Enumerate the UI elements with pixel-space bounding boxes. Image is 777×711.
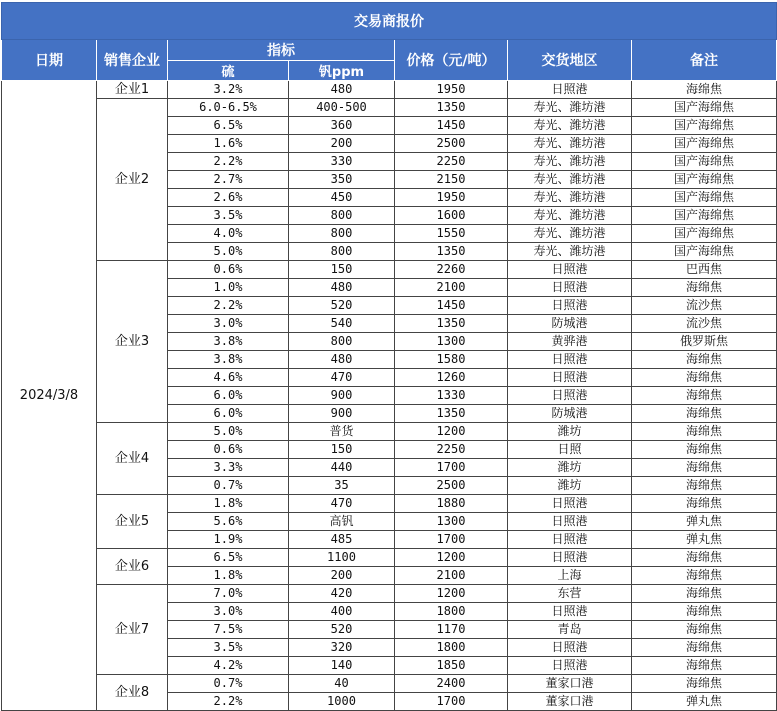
price-table bbox=[1, 2, 777, 711]
vanadium-cell: 470 bbox=[289, 495, 395, 513]
vanadium-cell: 450 bbox=[289, 189, 395, 207]
header-indicator: 指标 bbox=[168, 40, 395, 61]
sulfur-cell: 1.0% bbox=[168, 279, 289, 297]
note-cell: 弹丸焦 bbox=[632, 531, 777, 549]
sulfur-cell: 1.8% bbox=[168, 567, 289, 585]
table-row bbox=[2, 495, 777, 513]
vanadium-cell: 150 bbox=[289, 261, 395, 279]
sulfur-cell: 1.8% bbox=[168, 495, 289, 513]
note-cell: 国产海绵焦 bbox=[632, 99, 777, 117]
sulfur-cell: 6.5% bbox=[168, 117, 289, 135]
note-cell: 海绵焦 bbox=[632, 351, 777, 369]
delivery-cell: 寿光、潍坊港 bbox=[508, 225, 632, 243]
sulfur-cell: 5.0% bbox=[168, 423, 289, 441]
note-cell: 海绵焦 bbox=[632, 549, 777, 567]
sulfur-cell: 4.6% bbox=[168, 369, 289, 387]
vanadium-cell: 800 bbox=[289, 243, 395, 261]
delivery-cell: 日照港 bbox=[508, 657, 632, 675]
sulfur-cell: 2.2% bbox=[168, 693, 289, 711]
vanadium-cell: 800 bbox=[289, 333, 395, 351]
delivery-cell: 日照港 bbox=[508, 261, 632, 279]
delivery-cell: 日照 bbox=[508, 441, 632, 459]
delivery-cell: 上海 bbox=[508, 567, 632, 585]
vanadium-cell: 900 bbox=[289, 387, 395, 405]
vanadium-cell: 140 bbox=[289, 657, 395, 675]
vanadium-cell: 40 bbox=[289, 675, 395, 693]
delivery-cell: 寿光、潍坊港 bbox=[508, 243, 632, 261]
note-cell: 海绵焦 bbox=[632, 477, 777, 495]
price-cell: 1350 bbox=[395, 243, 508, 261]
price-cell: 1300 bbox=[395, 333, 508, 351]
delivery-cell: 寿光、潍坊港 bbox=[508, 99, 632, 117]
note-cell: 流沙焦 bbox=[632, 297, 777, 315]
sulfur-cell: 5.6% bbox=[168, 513, 289, 531]
delivery-cell: 防城港 bbox=[508, 315, 632, 333]
sulfur-cell: 2.7% bbox=[168, 171, 289, 189]
table-row bbox=[2, 261, 777, 279]
sulfur-cell: 3.8% bbox=[168, 351, 289, 369]
sulfur-cell: 6.5% bbox=[168, 549, 289, 567]
delivery-cell: 寿光、潍坊港 bbox=[508, 207, 632, 225]
note-cell: 海绵焦 bbox=[632, 423, 777, 441]
note-cell: 海绵焦 bbox=[632, 81, 777, 99]
delivery-cell: 日照港 bbox=[508, 351, 632, 369]
price-cell: 2100 bbox=[395, 279, 508, 297]
vanadium-cell: 400-500 bbox=[289, 99, 395, 117]
price-cell: 1580 bbox=[395, 351, 508, 369]
note-cell: 海绵焦 bbox=[632, 657, 777, 675]
price-cell: 1850 bbox=[395, 657, 508, 675]
table-row bbox=[2, 81, 777, 99]
delivery-cell: 黄骅港 bbox=[508, 333, 632, 351]
price-cell: 1950 bbox=[395, 81, 508, 99]
price-cell: 2500 bbox=[395, 135, 508, 153]
price-cell: 1200 bbox=[395, 585, 508, 603]
sulfur-cell: 2.6% bbox=[168, 189, 289, 207]
table-row bbox=[2, 675, 777, 693]
vanadium-cell: 35 bbox=[289, 477, 395, 495]
vanadium-cell: 470 bbox=[289, 369, 395, 387]
header-date: 日期 bbox=[2, 40, 97, 81]
delivery-cell: 东营 bbox=[508, 585, 632, 603]
sulfur-cell: 4.2% bbox=[168, 657, 289, 675]
note-cell: 海绵焦 bbox=[632, 567, 777, 585]
note-cell: 海绵焦 bbox=[632, 495, 777, 513]
price-cell: 2250 bbox=[395, 441, 508, 459]
delivery-cell: 日照港 bbox=[508, 513, 632, 531]
price-cell: 2500 bbox=[395, 477, 508, 495]
price-cell: 1700 bbox=[395, 693, 508, 711]
delivery-cell: 日照港 bbox=[508, 387, 632, 405]
delivery-cell: 潍坊 bbox=[508, 477, 632, 495]
enterprise-cell: 企业8 bbox=[97, 675, 168, 711]
price-cell: 1880 bbox=[395, 495, 508, 513]
sulfur-cell: 0.7% bbox=[168, 477, 289, 495]
header-vanadium: 钒ppm bbox=[289, 61, 395, 81]
delivery-cell: 日照港 bbox=[508, 297, 632, 315]
vanadium-cell: 480 bbox=[289, 81, 395, 99]
table-title: 交易商报价 bbox=[2, 3, 777, 40]
price-cell: 1700 bbox=[395, 459, 508, 477]
vanadium-cell: 540 bbox=[289, 315, 395, 333]
table-row bbox=[2, 99, 777, 117]
delivery-cell: 日照港 bbox=[508, 369, 632, 387]
note-cell: 海绵焦 bbox=[632, 603, 777, 621]
sulfur-cell: 3.0% bbox=[168, 315, 289, 333]
note-cell: 弹丸焦 bbox=[632, 693, 777, 711]
delivery-cell: 寿光、潍坊港 bbox=[508, 135, 632, 153]
sulfur-cell: 3.5% bbox=[168, 207, 289, 225]
delivery-cell: 防城港 bbox=[508, 405, 632, 423]
vanadium-cell: 150 bbox=[289, 441, 395, 459]
note-cell: 海绵焦 bbox=[632, 441, 777, 459]
sulfur-cell: 6.0-6.5% bbox=[168, 99, 289, 117]
delivery-cell: 董家口港 bbox=[508, 675, 632, 693]
table-row bbox=[2, 549, 777, 567]
vanadium-cell: 800 bbox=[289, 225, 395, 243]
price-cell: 1450 bbox=[395, 297, 508, 315]
sulfur-cell: 5.0% bbox=[168, 243, 289, 261]
header-sulfur: 硫 bbox=[168, 61, 289, 81]
note-cell: 海绵焦 bbox=[632, 621, 777, 639]
vanadium-cell: 480 bbox=[289, 351, 395, 369]
sulfur-cell: 4.0% bbox=[168, 225, 289, 243]
vanadium-cell: 330 bbox=[289, 153, 395, 171]
delivery-cell: 日照港 bbox=[508, 639, 632, 657]
header-enterprise: 销售企业 bbox=[97, 40, 168, 81]
sulfur-cell: 1.9% bbox=[168, 531, 289, 549]
vanadium-cell: 400 bbox=[289, 603, 395, 621]
price-cell: 1330 bbox=[395, 387, 508, 405]
table-row bbox=[2, 585, 777, 603]
sulfur-cell: 3.0% bbox=[168, 603, 289, 621]
enterprise-cell: 企业6 bbox=[97, 549, 168, 585]
delivery-cell: 青岛 bbox=[508, 621, 632, 639]
note-cell: 海绵焦 bbox=[632, 405, 777, 423]
sulfur-cell: 3.2% bbox=[168, 81, 289, 99]
vanadium-cell: 360 bbox=[289, 117, 395, 135]
vanadium-cell: 200 bbox=[289, 135, 395, 153]
note-cell: 海绵焦 bbox=[632, 459, 777, 477]
price-cell: 1260 bbox=[395, 369, 508, 387]
sulfur-cell: 7.5% bbox=[168, 621, 289, 639]
note-cell: 弹丸焦 bbox=[632, 513, 777, 531]
header-price: 价格（元/吨） bbox=[395, 40, 508, 81]
price-cell: 1200 bbox=[395, 423, 508, 441]
sulfur-cell: 2.2% bbox=[168, 297, 289, 315]
note-cell: 国产海绵焦 bbox=[632, 171, 777, 189]
note-cell: 流沙焦 bbox=[632, 315, 777, 333]
enterprise-cell: 企业5 bbox=[97, 495, 168, 549]
price-cell: 1300 bbox=[395, 513, 508, 531]
delivery-cell: 潍坊 bbox=[508, 423, 632, 441]
vanadium-cell: 高钒 bbox=[289, 513, 395, 531]
price-cell: 2150 bbox=[395, 171, 508, 189]
price-cell: 1350 bbox=[395, 99, 508, 117]
sulfur-cell: 0.7% bbox=[168, 675, 289, 693]
sulfur-cell: 7.0% bbox=[168, 585, 289, 603]
delivery-cell: 潍坊 bbox=[508, 459, 632, 477]
table-row bbox=[2, 423, 777, 441]
delivery-cell: 日照港 bbox=[508, 603, 632, 621]
delivery-cell: 寿光、潍坊港 bbox=[508, 153, 632, 171]
vanadium-cell: 1100 bbox=[289, 549, 395, 567]
price-cell: 2250 bbox=[395, 153, 508, 171]
note-cell: 海绵焦 bbox=[632, 639, 777, 657]
price-cell: 2400 bbox=[395, 675, 508, 693]
note-cell: 国产海绵焦 bbox=[632, 207, 777, 225]
date-cell: 2024/3/8 bbox=[2, 81, 97, 711]
note-cell: 国产海绵焦 bbox=[632, 135, 777, 153]
note-cell: 国产海绵焦 bbox=[632, 243, 777, 261]
sulfur-cell: 2.2% bbox=[168, 153, 289, 171]
delivery-cell: 寿光、潍坊港 bbox=[508, 171, 632, 189]
price-cell: 2260 bbox=[395, 261, 508, 279]
table-body bbox=[2, 81, 777, 711]
note-cell: 国产海绵焦 bbox=[632, 225, 777, 243]
price-cell: 1950 bbox=[395, 189, 508, 207]
sulfur-cell: 6.0% bbox=[168, 387, 289, 405]
delivery-cell: 寿光、潍坊港 bbox=[508, 117, 632, 135]
vanadium-cell: 480 bbox=[289, 279, 395, 297]
price-cell: 1350 bbox=[395, 405, 508, 423]
vanadium-cell: 420 bbox=[289, 585, 395, 603]
price-cell: 1600 bbox=[395, 207, 508, 225]
header-delivery: 交货地区 bbox=[508, 40, 632, 81]
note-cell: 海绵焦 bbox=[632, 675, 777, 693]
price-cell: 1170 bbox=[395, 621, 508, 639]
sulfur-cell: 1.6% bbox=[168, 135, 289, 153]
note-cell: 国产海绵焦 bbox=[632, 153, 777, 171]
sulfur-cell: 3.3% bbox=[168, 459, 289, 477]
price-cell: 1450 bbox=[395, 117, 508, 135]
enterprise-cell: 企业7 bbox=[97, 585, 168, 675]
note-cell: 俄罗斯焦 bbox=[632, 333, 777, 351]
note-cell: 国产海绵焦 bbox=[632, 189, 777, 207]
delivery-cell: 日照港 bbox=[508, 81, 632, 99]
delivery-cell: 日照港 bbox=[508, 549, 632, 567]
note-cell: 海绵焦 bbox=[632, 279, 777, 297]
note-cell: 海绵焦 bbox=[632, 387, 777, 405]
delivery-cell: 日照港 bbox=[508, 279, 632, 297]
price-cell: 2100 bbox=[395, 567, 508, 585]
vanadium-cell: 440 bbox=[289, 459, 395, 477]
vanadium-cell: 800 bbox=[289, 207, 395, 225]
vanadium-cell: 普货 bbox=[289, 423, 395, 441]
note-cell: 巴西焦 bbox=[632, 261, 777, 279]
sulfur-cell: 3.8% bbox=[168, 333, 289, 351]
price-cell: 1700 bbox=[395, 531, 508, 549]
vanadium-cell: 900 bbox=[289, 405, 395, 423]
sulfur-cell: 6.0% bbox=[168, 405, 289, 423]
delivery-cell: 日照港 bbox=[508, 495, 632, 513]
delivery-cell: 董家口港 bbox=[508, 693, 632, 711]
price-cell: 1800 bbox=[395, 603, 508, 621]
enterprise-cell: 企业2 bbox=[97, 99, 168, 261]
vanadium-cell: 520 bbox=[289, 297, 395, 315]
sulfur-cell: 3.5% bbox=[168, 639, 289, 657]
price-cell: 1200 bbox=[395, 549, 508, 567]
enterprise-cell: 企业4 bbox=[97, 423, 168, 495]
price-cell: 1350 bbox=[395, 315, 508, 333]
vanadium-cell: 350 bbox=[289, 171, 395, 189]
enterprise-cell: 企业1 bbox=[97, 81, 168, 99]
vanadium-cell: 200 bbox=[289, 567, 395, 585]
delivery-cell: 寿光、潍坊港 bbox=[508, 189, 632, 207]
vanadium-cell: 1000 bbox=[289, 693, 395, 711]
price-cell: 1550 bbox=[395, 225, 508, 243]
header-note: 备注 bbox=[632, 40, 777, 81]
note-cell: 海绵焦 bbox=[632, 369, 777, 387]
vanadium-cell: 520 bbox=[289, 621, 395, 639]
vanadium-cell: 485 bbox=[289, 531, 395, 549]
note-cell: 国产海绵焦 bbox=[632, 117, 777, 135]
note-cell: 海绵焦 bbox=[632, 585, 777, 603]
price-cell: 1800 bbox=[395, 639, 508, 657]
vanadium-cell: 320 bbox=[289, 639, 395, 657]
sulfur-cell: 0.6% bbox=[168, 441, 289, 459]
delivery-cell: 日照港 bbox=[508, 531, 632, 549]
sulfur-cell: 0.6% bbox=[168, 261, 289, 279]
enterprise-cell: 企业3 bbox=[97, 261, 168, 423]
